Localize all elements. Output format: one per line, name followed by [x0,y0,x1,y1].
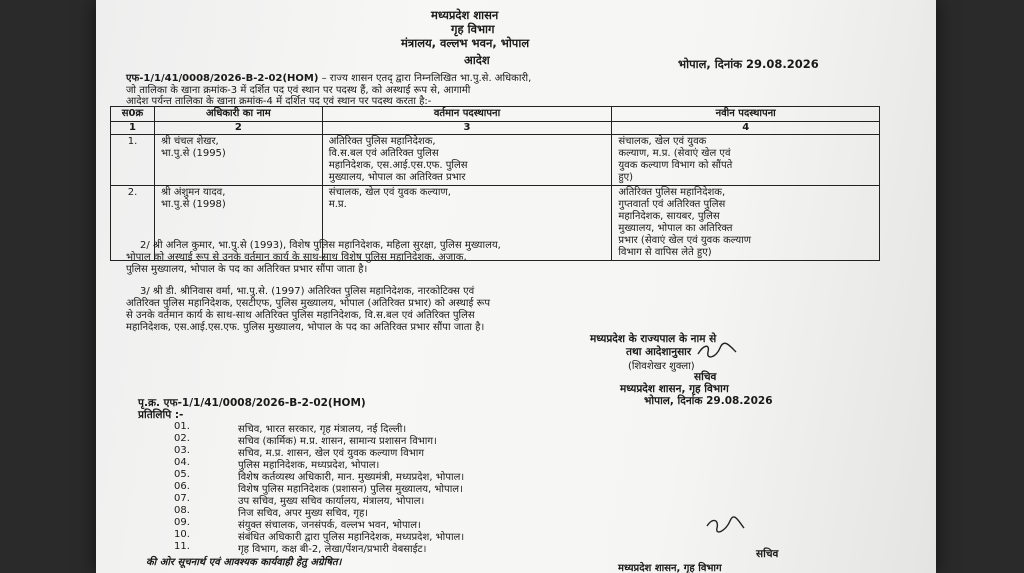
table-row: 1. श्री चंचल शेखर, भा.पु.से (1995) अतिरिक्त पुलिस महानिदेशक, वि.स.बल एवं अतिरिक्त पुलिस महानिदेशक, एस.आई.एस.एफ. पुलिस मुख्यालय, भोपाल का अतिरिक्त प्रभार संचालक, खेल एवं युवक कल्याण, म.प्र. (सेवाएं खेल एवं युवक कल्याण विभाग को सौंपते हुए) [111,135,880,186]
header-order-title: आदेश [464,53,490,67]
para2-line-2: भोपाल को अस्थाई रूप से उनके वर्तमान कार्य के साथ-साथ विशेष पुलिस महानिदेशक, अजाक, [126,252,467,263]
order-document: मध्यप्रदेश शासन गृह विभाग मंत्रालय, वल्लभ भवन, भोपाल आदेश भोपाल, दिनांक 29.08.2026 एफ-1/1/41/0008/2026-B-2-02(HOM) – राज्य शासन एतद् द्वारा निम्नलिखित भा.पु.से. अधिकारी, जो तालिका के खाना क्रमांक-3 में दर्शित पद एवं स्थान पर पदस्थ हैं, को अस्थाई रूप से, आगामी आदेश पर्यन्त तालिका के खाना क्रमांक-4 में दर्शित पद एवं स्थान पर पदस्थ करता है:- स0क्र अधिकारी का नाम वर्तमान पदस्थापना नवीन पदस्थापना 1 2 3 4 1. श्री चंचल शेखर, भा.पु.से (1995) अतिरिक्त पुलिस महानिदेशक, वि.स.बल एवं अतिरिक्त पुलिस महानिदेशक, एस.आई.एस.एफ. पुलिस मुख्यालय, भोपाल का अतिरिक्त प्रभार संचालक, खेल एवं युवक कल्याण, म.प्र. (सेवाएं खेल एवं युवक कल्याण विभाग को सौंपते हुए) 2. श्री अंशुमन यादव, भा.पु.से (1998) संचालक, खेल एवं युवक कल्याण, म.प्र. अतिरिक्त पुलिस महानिदेशक, गुप्तवार्ता एवं अतिरिक्त पुलिस महानिदेशक, सायबर, पुलिस मुख्यालय, भोपाल का अतिरिक्त प्रभार (सेवाएं खेल एवं युवक कल्याण विभाग से वापिस लेते हुए) 2/ श्री अनिल कुमार, भा.पु.से (1993), विशेष पुलिस महानिदेशक, महिला सुरक्षा, पुलिस मुख्यालय, भोपाल को अस्थाई रूप से उनके वर्तमान कार्य के साथ-साथ विशेष पुलिस महानिदेशक, अजाक, पुलिस मुख्यालय, भोपाल के पद का अतिरिक्त प्रभार सौंपा जाता है। 3/ श्री डी. श्रीनिवास वर्मा, भा.पु.से. (1997) अतिरिक्त पुलिस महानिदेशक, नारकोटिक्स एवं अतिरिक्त पुलिस महानिदेशक, एसटीएफ, पुलिस मुख्यालय, भोपाल (अतिरिक्त प्रभार) को अस्थाई रूप से उनके वर्तमान कार्य के साथ-साथ अतिरिक्त पुलिस महानिदेशक, वि.स.बल एवं अतिरिक्त पुलिस महानिदेशक, एस.आई.एस.एफ. पुलिस मुख्यालय, भोपाल के पद का अतिरिक्त प्रभार सौंपा जाता है। मध्यप्रदेश के राज्यपाल के नाम से तथा आदेशानुसार (शिवशेखर शुक्ला) सचिव मध्यप्रदेश शासन, गृह विभाग भोपाल, दिनांक 29.08.2026 पृ.क्र. एफ-1/1/41/0008/2026-B-2-02(HOM) प्रतिलिपि :- 01. सचिव, भारत सरकार, गृह मंत्रालय, नई दिल्ली। 02. सचिव (कार्मिक) म.प्र. शासन, सामान्य प्रशासन विभाग। 03. सचिव, म.प्र. शासन, खेल एवं युवक कल्याण विभाग 04. पुलिस महानिदेशक, मध्यप्रदेश, भोपाल। 05. विशेष कर्तव्यस्थ अधिकारी, मान. मुख्यमंत्री, मध्यप्रदेश, भोपाल। 06. विशेष पुलिस महानिदेशक (प्रशासन) पुलिस मुख्यालय, भोपाल। 07. उप सचिव, मुख्य सचिव कार्यालय, मंत्रालय, भोपाल। 08. निज सचिव, अपर मुख्य सचिव, गृह। 09. संयुक्त संचालक, जनसंपर्क, वल्लभ भवन, भोपाल। 10. संबंधित अधिकारी द्वारा पुलिस महानिदेशक, मध्यप्रदेश, भोपाल। 11. गृह विभाग, कक्ष बी-2, लेखा/पेंशन/प्रभारी वेबसाईट। की ओर सूचनार्थ एवं आवश्यक कार्यवाही हेतु अग्रेषित। सचिव मध्यप्रदेश शासन, गृह विभाग [96,0,936,573]
order-intro-line-2: जो तालिका के खाना क्रमांक-3 में दर्शित पद एवं स्थान पर पदस्थ हैं, को अस्थाई रूप से, आगामी [126,85,471,96]
para3-line-2: अतिरिक्त पुलिस महानिदेशक, एसटीएफ, पुलिस मुख्यालय, भोपाल (अतिरिक्त प्रभार) को अस्थाई रूप [126,298,491,309]
endorsement-reference: पृ.क्र. एफ-1/1/41/0008/2026-B-2-02(HOM) [138,397,366,409]
signature-order-line: तथा आदेशानुसार [626,346,692,358]
col-header-name: अधिकारी का नाम [154,107,322,122]
officer-name-cell: श्री चंचल शेखर, भा.पु.से (1995) [154,135,322,186]
header-government: मध्यप्रदेश शासन [431,8,499,22]
signature-authority-line: मध्यप्रदेश के राज्यपाल के नाम से [590,333,717,345]
col-header-current: वर्तमान पदस्थापना [322,107,612,122]
new-posting-cell: संचालक, खेल एवं युवक कल्याण, म.प्र. (सेवाएं खेल एवं युवक कल्याण विभाग को सौंपते हुए) [612,135,880,186]
para2-line-1: 2/ श्री अनिल कुमार, भा.पु.से (1993), विशेष पुलिस महानिदेशक, महिला सुरक्षा, पुलिस मुख्यालय, [140,240,501,251]
current-posting-cell: अतिरिक्त पुलिस महानिदेशक, वि.स.बल एवं अतिरिक्त पुलिस महानिदेशक, एस.आई.एस.एफ. पुलिस मुख्यालय, भोपाल का अतिरिक्त प्रभार [322,135,612,186]
para2-line-3: पुलिस मुख्यालय, भोपाल के पद का अतिरिक्त प्रभार सौंपा जाता है। [126,264,368,275]
signatory-designation: सचिव [694,371,717,383]
signatory-department: मध्यप्रदेश शासन, गृह विभाग [620,383,729,395]
order-intro-line-1: एफ-1/1/41/0008/2026-B-2-02(HOM) – राज्य शासन एतद् द्वारा निम्नलिखित भा.पु.से. अधिकारी, [126,73,532,84]
endorsement-designation: सचिव [756,548,779,560]
order-reference: एफ-1/1/41/0008/2026-B-2-02(HOM) [126,73,319,84]
header-department: गृह विभाग [451,22,495,36]
table-row: 2. श्री अंशुमन यादव, भा.पु.से (1998) संचालक, खेल एवं युवक कल्याण, म.प्र. अतिरिक्त पुलिस महानिदेशक, गुप्तवार्ता एवं अतिरिक्त पुलिस महानिदेशक, सायबर, पुलिस मुख्यालय, भोपाल का अतिरिक्त प्रभार (सेवाएं खेल एवं युवक कल्याण विभाग से वापिस लेते हुए) [111,186,880,261]
copy-to-label: प्रतिलिपि :- [138,409,184,421]
para3-line-4: महानिदेशक, एस.आई.एस.एफ. पुलिस मुख्यालय, भोपाल के पद का अतिरिक्त प्रभार सौंपा जाता है। [126,322,485,333]
endorsement-department: मध्यप्रदेश शासन, गृह विभाग [618,563,722,573]
col-header-sno: स0क्र [111,107,155,122]
col-header-new: नवीन पदस्थापना [612,107,880,122]
order-date: भोपाल, दिनांक 29.08.2026 [678,57,819,71]
officer-name-cell: श्री अंशुमन यादव, भा.पु.से (1998) [154,186,322,261]
order-intro-line-3: आदेश पर्यन्त तालिका के खाना क्रमांक-4 में दर्शित पद एवं स्थान पर पदस्थ करता है:- [126,96,432,107]
header-address: मंत्रालय, वल्लभ भवन, भोपाल [401,36,530,50]
para3-line-3: से उनके वर्तमान कार्य के साथ-साथ अतिरिक्त पुलिस महानिदेशक, वि.स.बल एवं अतिरिक्त पुलिस [126,310,475,321]
table-number-row: 1 2 3 4 [111,122,880,135]
signatory-name: (शिवशेखर शुक्ला) [628,361,695,372]
handwritten-signature-icon [696,342,738,360]
signatory-date: भोपाल, दिनांक 29.08.2026 [644,395,773,407]
table-header-row [111,107,880,122]
para3-line-1: 3/ श्री डी. श्रीनिवास वर्मा, भा.पु.से. (1997) अतिरिक्त पुलिस महानिदेशक, नारकोटिक्स एवं [140,286,475,297]
forwarding-note: की ओर सूचनार्थ एवं आवश्यक कार्यवाही हेतु अग्रेषित। [146,557,342,568]
current-posting-cell: संचालक, खेल एवं युवक कल्याण, म.प्र. [322,186,612,261]
handwritten-signature-icon [704,516,746,534]
new-posting-cell: अतिरिक्त पुलिस महानिदेशक, गुप्तवार्ता एवं अतिरिक्त पुलिस महानिदेशक, सायबर, पुलिस मुख्यालय, भोपाल का अतिरिक्त प्रभार (सेवाएं खेल एवं युवक कल्याण विभाग से वापिस लेते हुए) [612,186,880,261]
